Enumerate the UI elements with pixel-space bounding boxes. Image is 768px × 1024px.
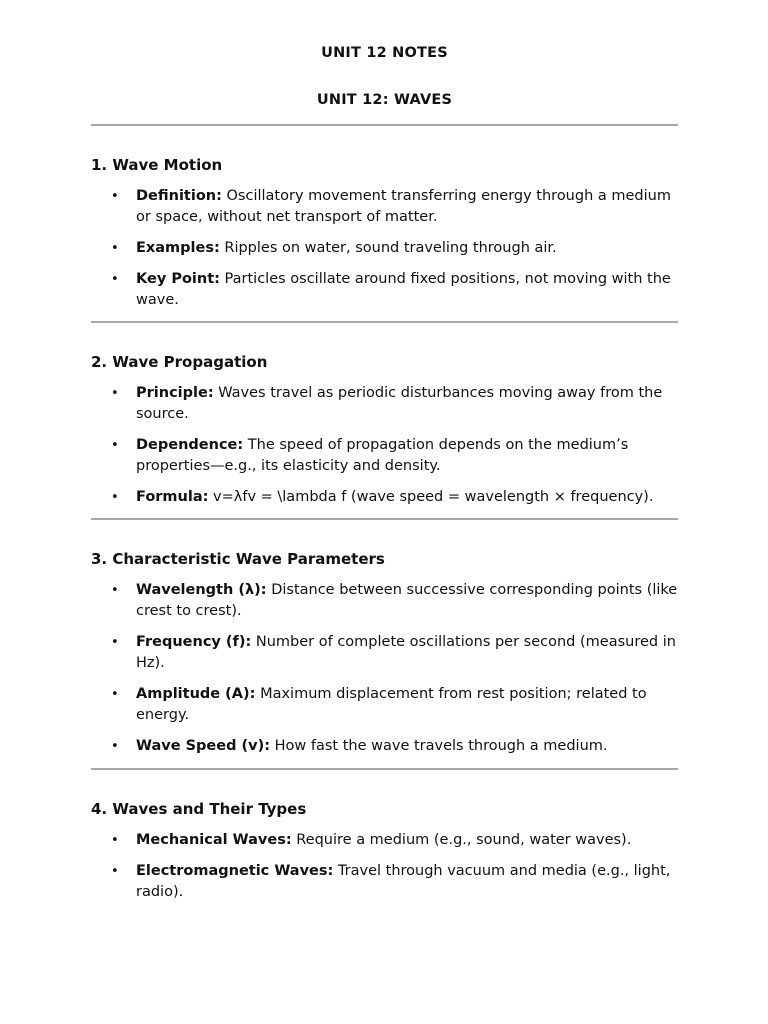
item-text: Distance between successive corresponding points (like crest to crest). — [136, 582, 678, 619]
list-item — [91, 383, 678, 425]
item-term: Electromagnetic Waves: — [136, 863, 334, 879]
bullet-icon: • — [111, 739, 119, 754]
item-term: Examples: — [136, 240, 220, 256]
item-term: Definition: — [136, 188, 222, 204]
section-list-wave-motion — [91, 186, 678, 321]
divider — [91, 768, 678, 770]
bullet-icon: • — [111, 687, 119, 702]
list-item — [91, 487, 678, 508]
list-item — [91, 580, 678, 622]
item-text: Travel through vacuum and media (e.g., light, radio). — [136, 863, 671, 900]
item-text: Number of complete oscillations per second (measured in Hz). — [136, 634, 676, 671]
section-list-wave-types — [91, 830, 678, 913]
divider — [91, 518, 678, 520]
section-list-wave-parameters — [91, 580, 678, 767]
item-text: Oscillatory movement transferring energy through a medium or space, without net transport of matter. — [136, 188, 671, 225]
bullet-icon: • — [111, 241, 119, 256]
item-term: Dependence: — [136, 437, 244, 453]
item-text: Waves travel as periodic disturbances moving away from the source. — [136, 385, 663, 422]
item-term: Wavelength (λ): — [136, 582, 267, 598]
item-text: How fast the wave travels through a medium. — [274, 738, 608, 754]
list-item — [91, 684, 678, 726]
item-text: The speed of propagation depends on the medium’s properties—e.g., its elasticity and density. — [136, 437, 629, 474]
item-text: Require a medium (e.g., sound, water waves). — [296, 832, 632, 848]
bullet-icon: • — [111, 583, 119, 598]
divider — [91, 321, 678, 323]
section-title-wave-propagation: 2. Wave Propagation — [91, 353, 268, 371]
bullet-icon: • — [111, 189, 119, 204]
document-title: UNIT 12 NOTES — [321, 45, 448, 61]
section-title-wave-motion: 1. Wave Motion — [91, 156, 223, 174]
item-text: Maximum displacement from rest position; related to energy. — [136, 686, 647, 723]
list-item — [91, 435, 678, 477]
bullet-icon: • — [111, 490, 119, 505]
list-item — [91, 861, 678, 903]
bullet-icon: • — [111, 272, 119, 287]
list-item — [91, 238, 678, 259]
item-text: v=λfv = \lambda f (wave speed = wavelength × frequency). — [213, 489, 654, 505]
item-term: Principle: — [136, 385, 214, 401]
list-item — [91, 830, 678, 851]
section-title-wave-parameters: 3. Characteristic Wave Parameters — [91, 550, 385, 568]
list-item — [91, 736, 678, 757]
document-subtitle: UNIT 12: WAVES — [316, 92, 453, 108]
section-list-wave-propagation — [91, 383, 678, 518]
bullet-icon: • — [111, 386, 119, 401]
item-term: Frequency (f): — [136, 634, 252, 650]
item-term: Amplitude (A): — [136, 686, 256, 702]
item-term: Wave Speed (v): — [136, 738, 271, 754]
list-item — [91, 269, 678, 311]
list-item — [91, 632, 678, 674]
item-term: Key Point: — [136, 271, 220, 287]
bullet-icon: • — [111, 438, 119, 453]
item-text: Ripples on water, sound traveling through air. — [224, 240, 557, 256]
bullet-icon: • — [111, 864, 119, 879]
bullet-icon: • — [111, 635, 119, 650]
item-text: Particles oscillate around fixed positions, not moving with the wave. — [136, 271, 671, 308]
list-item — [91, 186, 678, 228]
section-title-wave-types: 4. Waves and Their Types — [91, 800, 307, 818]
divider — [91, 124, 678, 126]
item-term: Mechanical Waves: — [136, 832, 292, 848]
item-term: Formula: — [136, 489, 209, 505]
bullet-icon: • — [111, 833, 119, 848]
